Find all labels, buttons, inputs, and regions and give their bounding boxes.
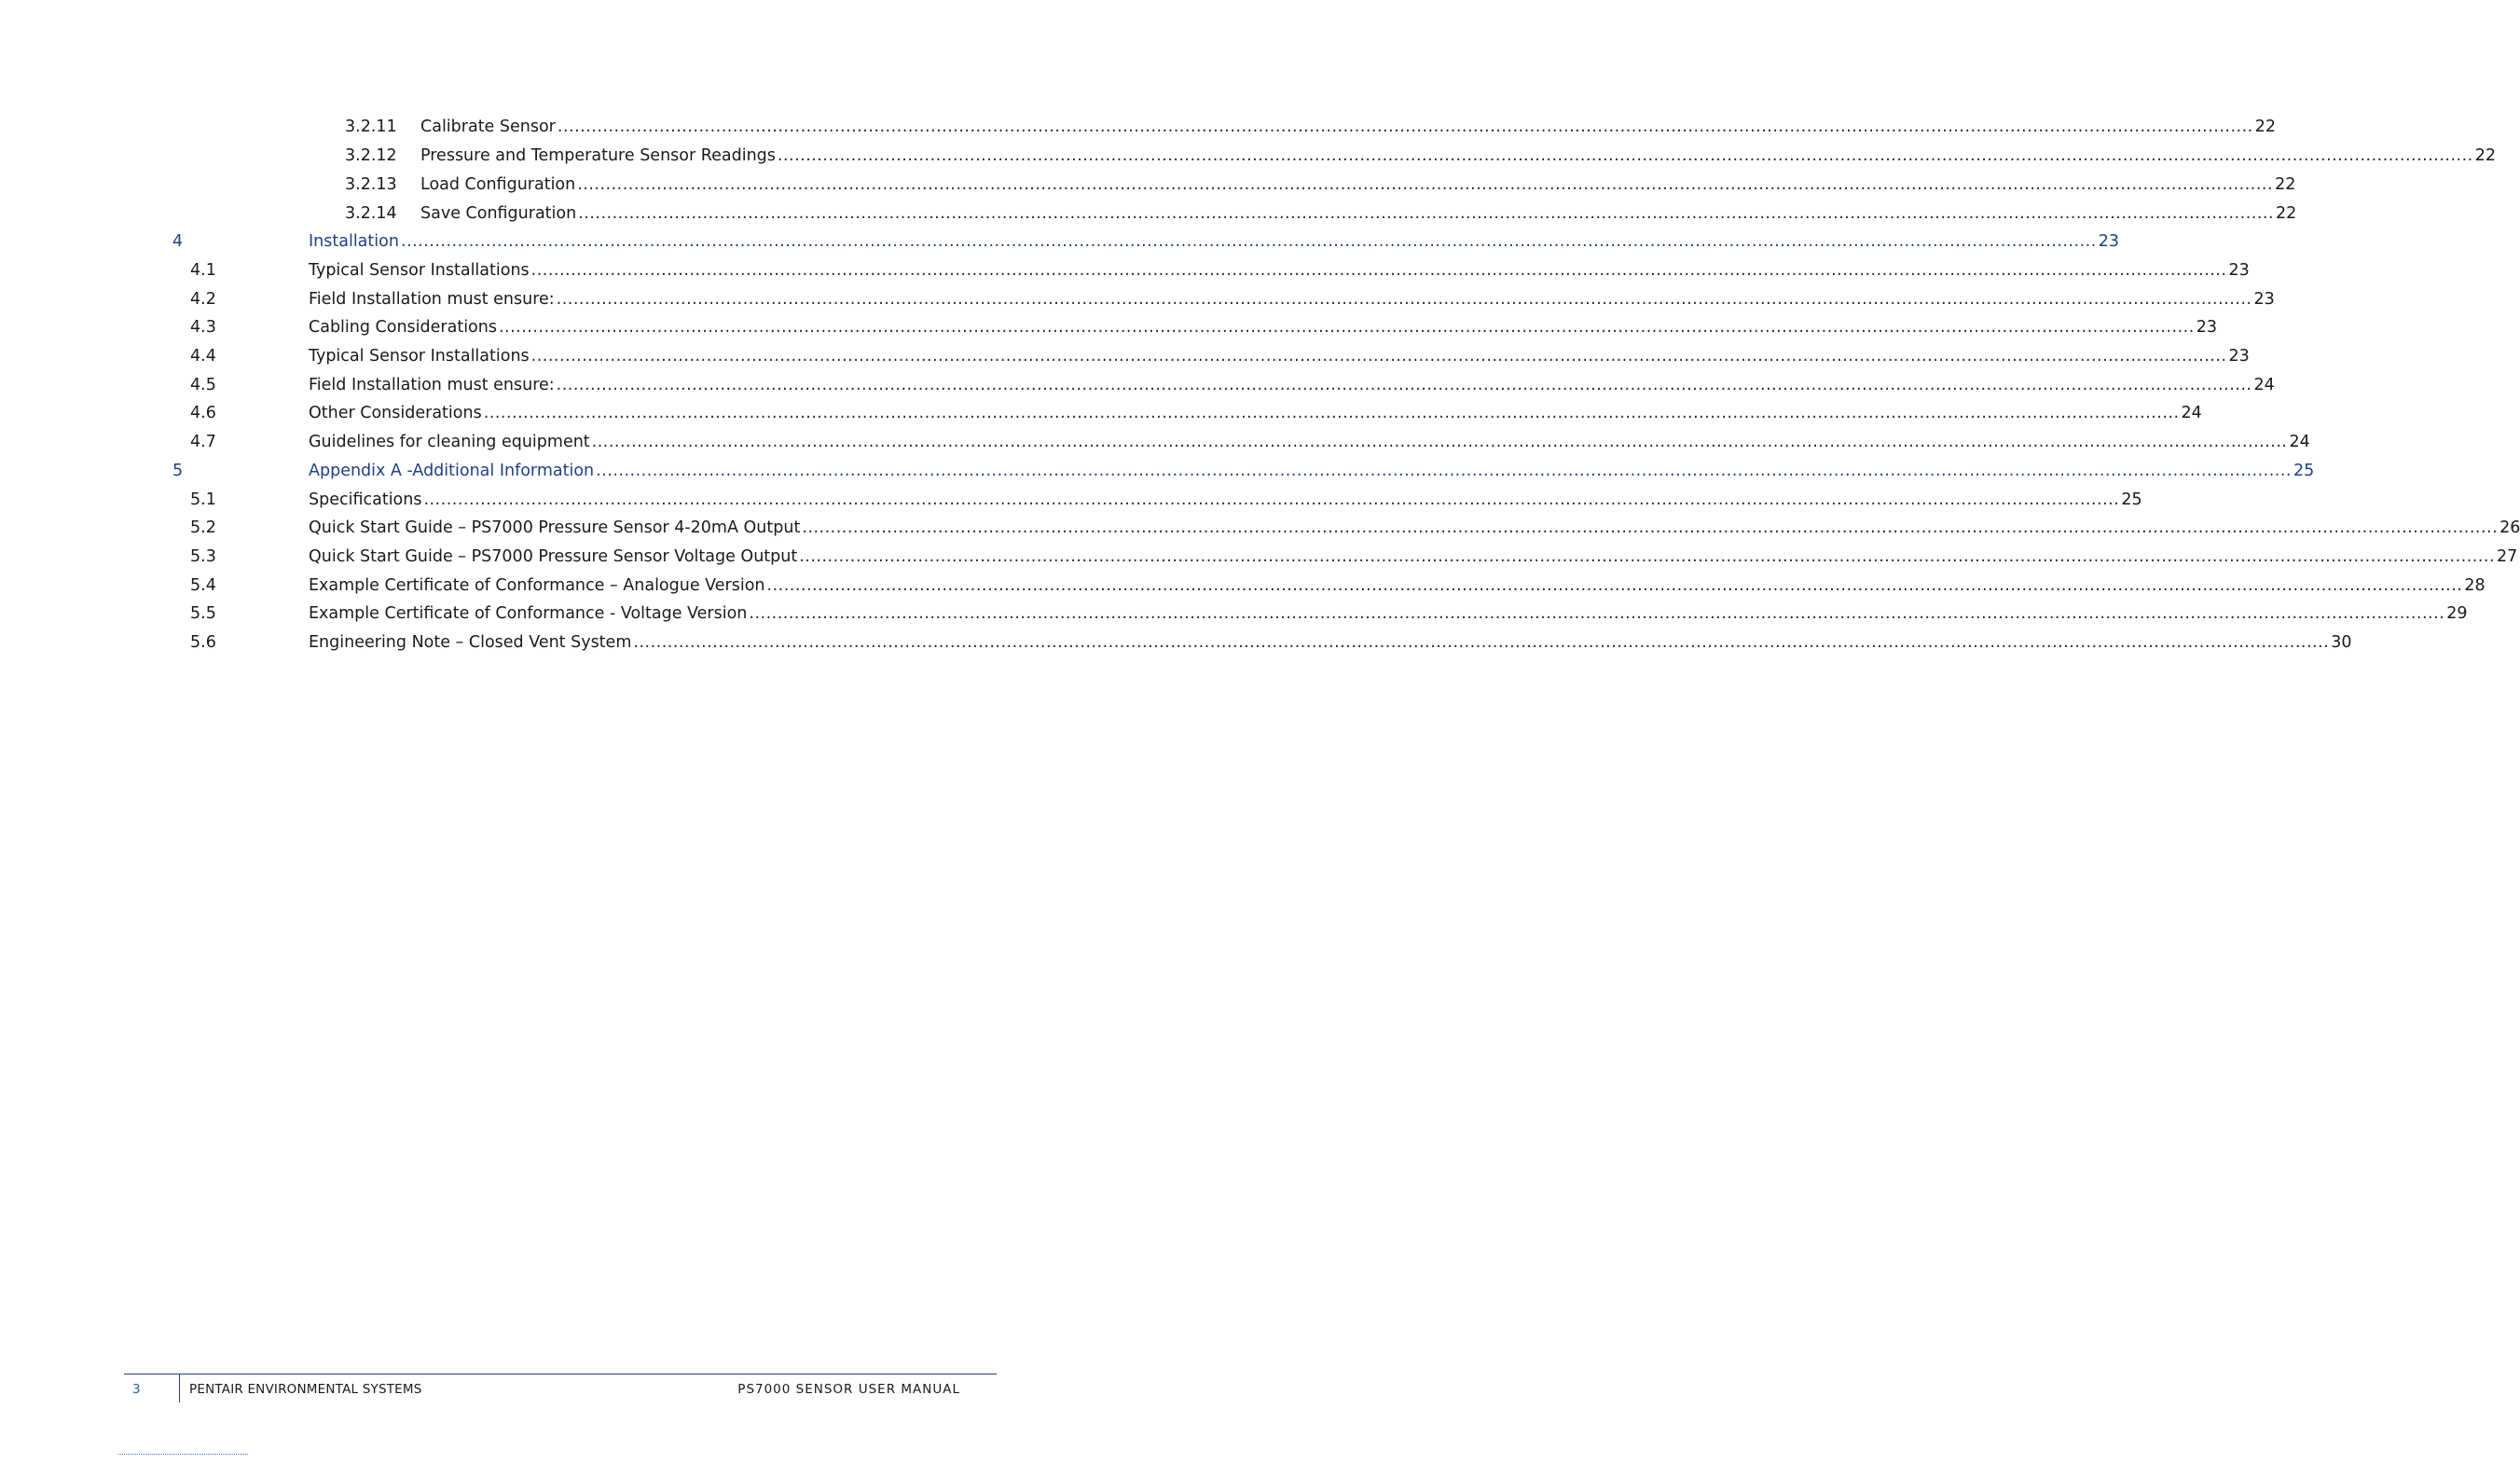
toc-entry-page: 25 bbox=[2121, 490, 2142, 509]
bottom-link-underline bbox=[118, 1454, 248, 1455]
toc-entry-page: 22 bbox=[2474, 146, 2496, 165]
toc-entry-page: 22 bbox=[2275, 175, 2296, 194]
toc-entry-number: 4.6 bbox=[190, 404, 216, 422]
toc-entry-title: Specifications bbox=[309, 490, 422, 509]
toc-entry-number: 3.2.13 bbox=[345, 175, 397, 194]
toc-entry-title: Save Configuration bbox=[420, 204, 577, 223]
toc-entry-number: 4.4 bbox=[190, 347, 216, 366]
toc-leader-dots: ............................................................................................................................................................................................................................................................................................................ bbox=[777, 146, 2473, 165]
toc-entry-number: 3.2.11 bbox=[345, 117, 397, 136]
toc-entry-title: Example Certificate of Conformance - Voltage Version bbox=[309, 604, 748, 623]
toc-entry-title: Cabling Considerations bbox=[309, 318, 497, 337]
toc-entry-number: 4 bbox=[172, 232, 184, 251]
toc-leader-dots: ............................................................................................................................................................................................................................................................................................................ bbox=[802, 518, 2499, 537]
toc-entry-title: Installation bbox=[309, 232, 399, 251]
toc-entry-title: Quick Start Guide – PS7000 Pressure Sensor 4-20mA Output bbox=[309, 518, 801, 537]
toc-entry-title: Quick Start Guide – PS7000 Pressure Sensor Voltage Output bbox=[309, 547, 798, 566]
footer-page-number: 3 bbox=[132, 1382, 141, 1397]
toc-entry-page: 29 bbox=[2446, 604, 2468, 623]
toc-entry-number: 5.6 bbox=[190, 633, 216, 652]
toc-entry-number: 5.2 bbox=[190, 518, 216, 537]
toc-entry-page: 24 bbox=[2253, 376, 2275, 394]
toc-leader-dots: ............................................................................................................................................................................................................................................................................................................ bbox=[530, 261, 2227, 280]
toc-leader-dots: ............................................................................................................................................................................................................................................................................................................ bbox=[596, 462, 2292, 480]
toc-leader-dots: ............................................................................................................................................................................................................................................................................................................ bbox=[556, 376, 2252, 394]
toc-entry-page: 23 bbox=[2196, 318, 2218, 337]
toc-entry-title: Field Installation must ensure: bbox=[309, 376, 555, 394]
toc-entry-page: 25 bbox=[2293, 462, 2315, 480]
toc-entry-title: Calibrate Sensor bbox=[420, 117, 556, 136]
toc-entry-title: Field Installation must ensure: bbox=[309, 290, 555, 309]
toc-leader-dots: ............................................................................................................................................................................................................................................................................................................ bbox=[633, 633, 2330, 652]
footer-divider bbox=[179, 1374, 180, 1402]
toc-leader-dots: ............................................................................................................................................................................................................................................................................................................ bbox=[591, 433, 2288, 451]
toc-entry-page: 23 bbox=[2098, 232, 2120, 251]
toc-leader-dots: ............................................................................................................................................................................................................................................................................................................ bbox=[578, 204, 2275, 223]
toc-entry-page: 23 bbox=[2253, 290, 2275, 309]
toc-entry-title: Appendix A -Additional Information bbox=[309, 462, 595, 480]
toc-entry-title: Typical Sensor Installations bbox=[309, 347, 530, 366]
toc-entry-number: 5.3 bbox=[190, 547, 216, 566]
toc-entry-number: 5 bbox=[172, 462, 184, 480]
toc-entry-title: Example Certificate of Conformance – Analogue Version bbox=[309, 576, 765, 595]
toc-entry-page: 30 bbox=[2331, 633, 2352, 652]
toc-entry-page: 28 bbox=[2464, 576, 2486, 595]
toc-entry-page: 23 bbox=[2228, 261, 2250, 280]
toc-entry-title: Load Configuration bbox=[420, 175, 576, 194]
toc-leader-dots: ............................................................................................................................................................................................................................................................................................................ bbox=[423, 490, 2120, 509]
toc-entry-title: Engineering Note – Closed Vent System bbox=[309, 633, 632, 652]
toc-entry-page: 24 bbox=[2289, 433, 2310, 451]
toc-leader-dots: ............................................................................................................................................................................................................................................................................................................ bbox=[557, 117, 2253, 136]
toc-leader-dots: ............................................................................................................................................................................................................................................................................................................ bbox=[530, 347, 2227, 366]
toc-entry-title: Pressure and Temperature Sensor Readings bbox=[420, 146, 776, 165]
toc-leader-dots: ............................................................................................................................................................................................................................................................................................................ bbox=[577, 175, 2274, 194]
toc-leader-dots: ............................................................................................................................................................................................................................................................................................................ bbox=[799, 547, 2496, 566]
toc-entry-page: 22 bbox=[2276, 204, 2297, 223]
toc-leader-dots: ............................................................................................................................................................................................................................................................................................................ bbox=[749, 604, 2445, 623]
toc-entry-number: 4.3 bbox=[190, 318, 216, 337]
toc-entry-title: Guidelines for cleaning equipment bbox=[309, 433, 590, 451]
toc-leader-dots: ............................................................................................................................................................................................................................................................................................................ bbox=[400, 232, 2097, 251]
toc-entry-page: 27 bbox=[2497, 547, 2518, 566]
toc-entry-number: 5.5 bbox=[190, 604, 216, 623]
toc-entry-number: 5.4 bbox=[190, 576, 216, 595]
toc-leader-dots: ............................................................................................................................................................................................................................................................................................................ bbox=[556, 290, 2252, 309]
toc-entry-number: 3.2.14 bbox=[345, 204, 397, 223]
toc-entry-number: 4.5 bbox=[190, 376, 216, 394]
toc-leader-dots: ............................................................................................................................................................................................................................................................................................................ bbox=[766, 576, 2463, 595]
toc-entry-number: 4.7 bbox=[190, 433, 216, 451]
toc-entry-number: 5.1 bbox=[190, 490, 216, 509]
toc-entry-page: 23 bbox=[2228, 347, 2250, 366]
toc-entry-title: Other Considerations bbox=[309, 404, 482, 422]
toc-entry-number: 4.1 bbox=[190, 261, 216, 280]
toc-leader-dots: ............................................................................................................................................................................................................................................................................................................ bbox=[483, 404, 2180, 422]
toc-leader-dots: ............................................................................................................................................................................................................................................................................................................ bbox=[498, 318, 2195, 337]
toc-entry-page: 24 bbox=[2181, 404, 2202, 422]
footer-manual-title: PS7000 SENSOR USER MANUAL bbox=[737, 1382, 960, 1397]
toc-entry-page: 26 bbox=[2499, 518, 2520, 537]
toc-entry-title: Typical Sensor Installations bbox=[309, 261, 530, 280]
toc-entry-number: 4.2 bbox=[190, 290, 216, 309]
toc-entry-page: 22 bbox=[2254, 117, 2276, 136]
footer-company-name: PENTAIR ENVIRONMENTAL SYSTEMS bbox=[189, 1382, 422, 1397]
toc-entry-number: 3.2.12 bbox=[345, 146, 397, 165]
